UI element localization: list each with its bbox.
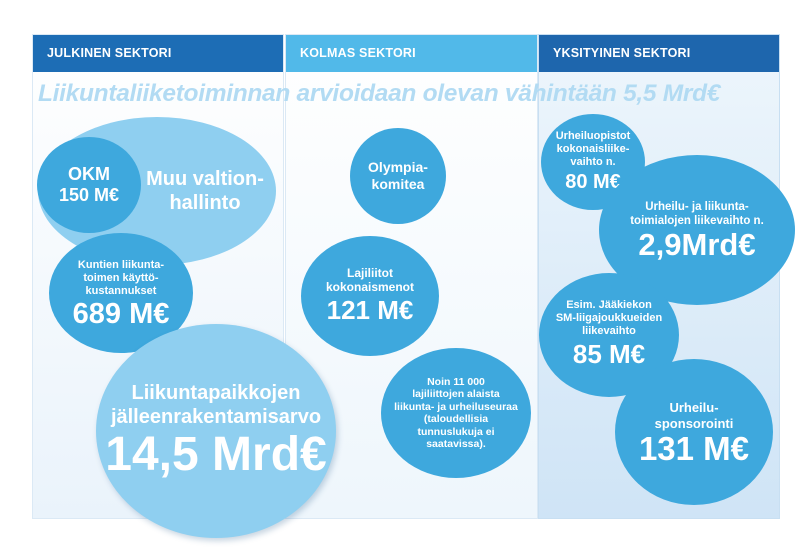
okm-value: 150 M€: [58, 185, 120, 205]
okm-bubble: [37, 137, 141, 233]
private-sector-header: YKSITYINEN SEKTORI: [539, 35, 779, 72]
seurat-label: Noin 11 000 lajiliittojen alaista liikunta- ja urheiluseuraa (taloudellisia tunnuslukuja ei saatavissa).: [394, 375, 518, 450]
sm-liiga-label: Esim. Jääkiekon SM-liigajoukkueiden liikevaihto: [555, 299, 663, 337]
urheiluopistot-value: 80 M€: [565, 170, 621, 193]
liikuntapaikat-value: 14,5 Mrd€: [105, 428, 327, 481]
okm-label: OKM: [68, 164, 110, 184]
liikuntapaikat-bubble: [96, 324, 336, 538]
lajiliitot-value: 121 M€: [326, 294, 414, 325]
lajiliitot-bubble: [301, 236, 439, 356]
kunnat-value: 689 M€: [72, 298, 170, 330]
seurat-bubble: [381, 348, 531, 478]
sm-liiga-value: 85 M€: [572, 339, 646, 369]
sponsorointi-value: 131 M€: [638, 429, 750, 467]
olympiakomitea-bubble: [350, 128, 446, 224]
lajiliitot-label: Lajiliitot kokonaismenot: [325, 265, 415, 294]
sponsorointi-bubble: [615, 359, 773, 505]
third-sector-header: KOLMAS SEKTORI: [286, 35, 537, 72]
muu-valtionhallinto-label: Muu valtion- hallinto: [146, 168, 264, 214]
liikuntapaikat-label: Liikuntapaikkojen jälleenrakentamisarvo: [110, 382, 322, 428]
toimialat-label: Urheilu- ja liikunta- toimialojen liikevaihto n.: [630, 200, 764, 227]
olympiakomitea-label: Olympia- komitea: [368, 159, 428, 192]
kunnat-label: Kuntien liikunta- toimen käyttö- kustannukset: [77, 259, 165, 297]
urheiluopistot-label: Urheiluopistot kokonaisliike- vaihto n.: [555, 129, 631, 168]
banner-headline: Liikuntaliiketoiminnan arvioidaan olevan vähintään 5,5 Mrd€: [38, 80, 721, 107]
sponsorointi-label: Urheilu- sponsorointi: [654, 399, 734, 431]
toimialat-value: 2,9Mrd€: [638, 226, 756, 262]
public-sector-header: JULKINEN SEKTORI: [33, 35, 283, 72]
